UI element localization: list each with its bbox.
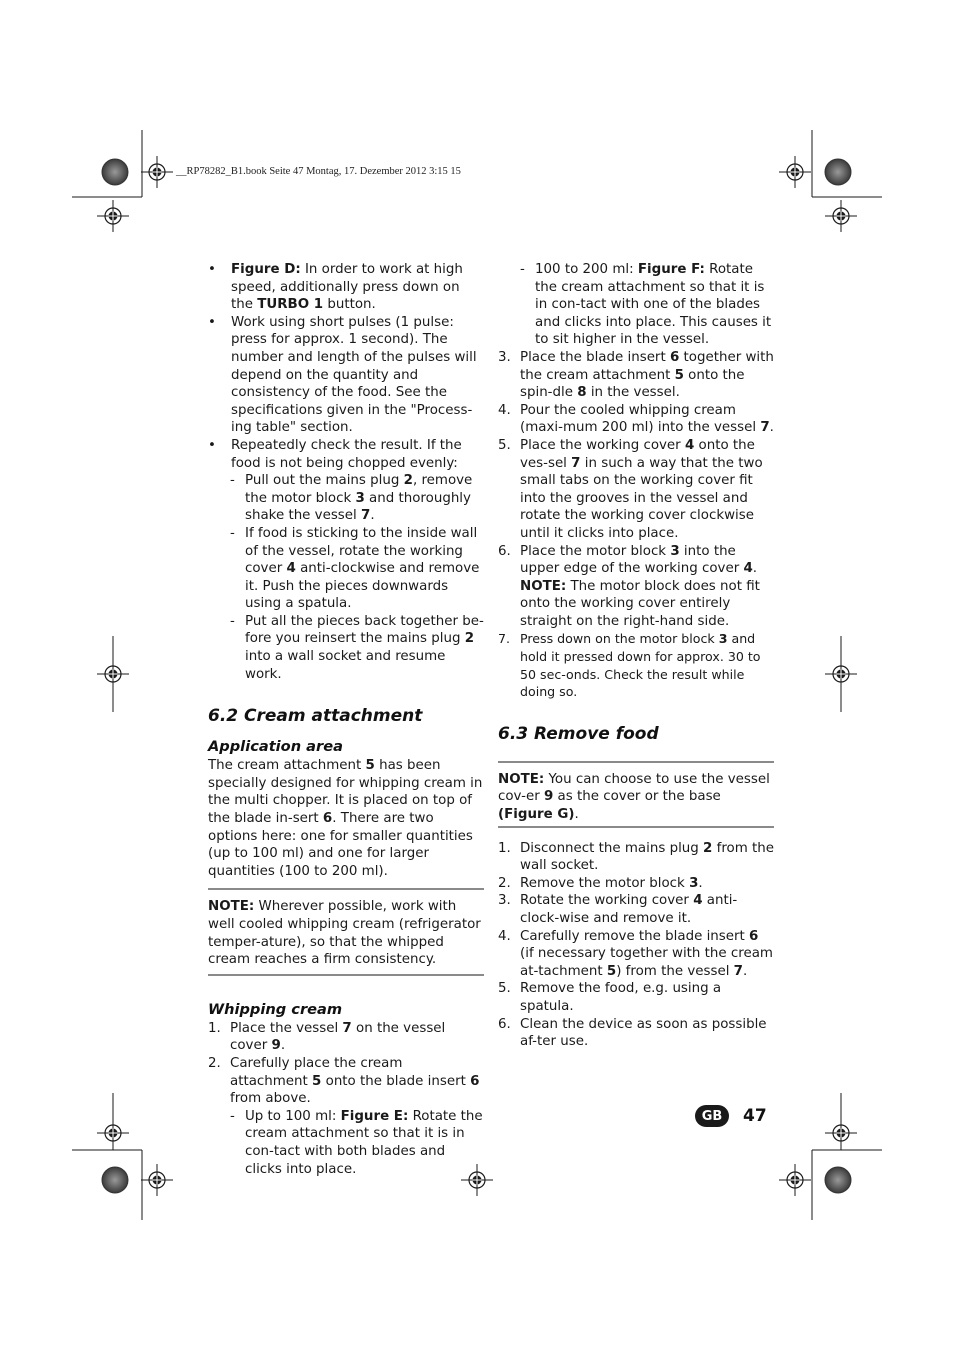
bullet-item: • Repeatedly check the result. If the food is not being chopped evenly: xyxy=(208,437,462,471)
subheading-application-area: Application area xyxy=(208,738,343,756)
print-slug: __RP78282_B1.book Seite 47 Montag, 17. Dezember 2012 3:15 15 xyxy=(176,166,461,177)
sub-item: - 100 to 200 ml: Figure F: Rotate the cream attachment so that it is in con-tact with one of the blades and clicks into place. This causes it to sit higher in the vessel. xyxy=(520,262,772,348)
numbered-step: 2. Remove the motor block 3. xyxy=(498,875,703,891)
section-heading-remove-food: 6.3 Remove food xyxy=(498,723,659,744)
note-box-cooled-cream: NOTE: Wherever possible, work with well cooled whipping cream (refrigerator temper-ature), so that the whipped cream reaches a firm consistency. xyxy=(208,888,484,975)
note-box-vessel-cover: NOTE: You can choose to use the vessel cov-er 9 as the cover or the base (Figure G). xyxy=(498,761,774,828)
numbered-step: 5. Remove the food, e.g. using a spatula. xyxy=(498,981,722,1014)
sub-item: - Up to 100 ml: Figure E: Rotate the cream attachment so that it is in con-tact with both blades and clicks into place. xyxy=(230,1108,483,1177)
sub-item: - If food is sticking to the inside wall of the vessel, rotate the working cover 4 anti-clockwise and remove it. Push the pieces downwards using a spatula. xyxy=(230,525,480,612)
numbered-step: 1. Place the vessel 7 on the vessel cover 9. xyxy=(208,1020,446,1054)
numbered-step: 6. Clean the device as soon as possible af-ter use. xyxy=(498,1016,767,1050)
left-column xyxy=(208,261,484,1178)
section-heading-cream-attachment: 6.2 Cream attachment xyxy=(208,706,423,727)
numbered-step: 7. Press down on the motor block 3 and hold it pressed down for approx. 30 to 50 sec-onds. Check the result while doing so. xyxy=(498,631,761,700)
language-badge: GB xyxy=(695,1105,729,1127)
numbered-step: 1. Disconnect the mains plug 2 from the wall socket. xyxy=(498,840,775,874)
sub-item: - Pull out the mains plug 2, remove the motor block 3 and thoroughly shake the vessel 7. xyxy=(230,473,473,524)
numbered-step: 6. Place the motor block 3 into the upper edge of the working cover 4. NOTE: The motor block does not fit onto the working cover entirely straight on the right-hand side. xyxy=(498,543,760,629)
page-number: 47 xyxy=(743,1106,767,1126)
application-area-text: The cream attachment 5 has been specially designed for whipping cream in the multi chopper. It is placed on top of the blade in-sert 6. There are two options here: one for smaller quantities (up to 100 ml) and one for larger quantities (100 to 200 ml). xyxy=(208,758,483,879)
numbered-step: 3. Place the blade insert 6 together with the cream attachment 5 onto the spin-dle 8 in the vessel. xyxy=(498,349,774,401)
numbered-step: 4. Pour the cooled whipping cream (maxi-mum 200 ml) into the vessel 7. xyxy=(498,402,774,436)
right-column xyxy=(498,261,774,1051)
numbered-step: 4. Carefully remove the blade insert 6 (if necessary together with the cream at-tachment 5) from the vessel 7. xyxy=(498,928,773,979)
numbered-step: 5. Place the working cover 4 onto the ves-sel 7 in such a way that the two small tabs on the working cover fit into the grooves in the vessel and rotate the working cover clockwise until it clicks into place. xyxy=(498,437,763,541)
numbered-step: 2. Carefully place the cream attachment 5 onto the blade insert 6 from above. xyxy=(208,1055,480,1107)
numbered-step: 3. Rotate the working cover 4 anti-clock-wise and remove it. xyxy=(498,893,738,926)
sub-item: - Put all the pieces back together be-fore you reinsert the mains plug 2 into a wall socket and resume work. xyxy=(230,613,484,682)
page-footer xyxy=(695,1103,767,1129)
remove-food-steps xyxy=(498,840,774,1051)
bullet-item: • Figure D: In order to work at high speed, additionally press down on the TURBO 1 button. xyxy=(208,262,463,313)
bullet-item: • Work using short pulses (1 pulse: press for approx. 1 second). The number and length of the pulses will depend on the quantity and consistency of the food. See the specifications given in the "Process-ing table" section. xyxy=(208,314,477,436)
subheading-whipping-cream: Whipping cream xyxy=(208,1000,343,1018)
